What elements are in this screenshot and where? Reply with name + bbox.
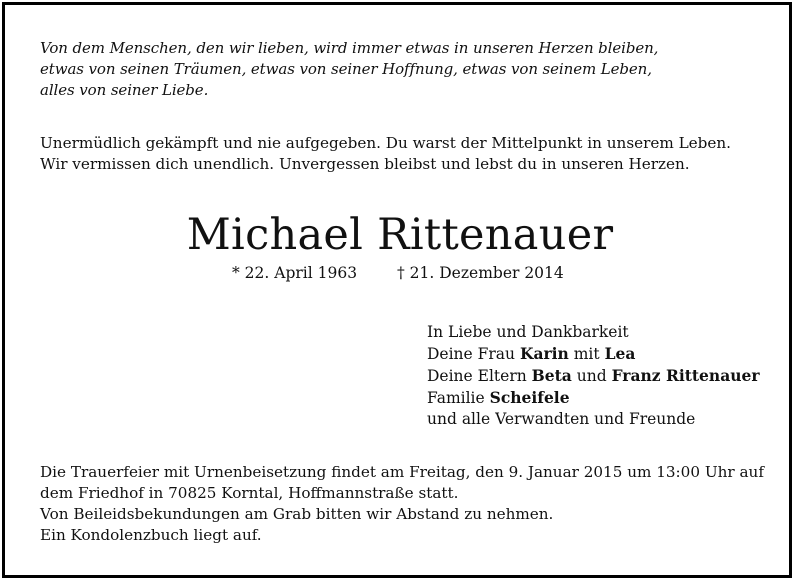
- mourner-name: Karin: [519, 344, 569, 363]
- mourner-family: [427, 387, 760, 409]
- motto-line: Von dem Menschen, den wir lieben, wird immer etwas in unseren Herzen bleiben,: [40, 39, 659, 57]
- notice-line: dem Friedhof in 70825 Korntal, Hoffmannstraße statt.: [40, 484, 459, 502]
- mourner-parents: [427, 365, 760, 387]
- deceased-name: Michael Rittenauer: [186, 210, 614, 260]
- motto-line: etwas von seinen Träumen, etwas von seiner Hoffnung, etwas von seinem Leben,: [40, 60, 652, 78]
- motto-quote: [40, 38, 658, 101]
- mourner-prefix: Familie: [427, 389, 490, 407]
- intro-line: Wir vermissen dich unendlich. Unvergessen bleibst und lebst du in unseren Herzen.: [40, 155, 690, 173]
- death-date: † 21. Dezember 2014: [397, 264, 564, 282]
- mourner-connector: und: [571, 367, 612, 385]
- funeral-notice: [40, 462, 764, 546]
- mourner-wife: [427, 343, 760, 365]
- motto-line: alles von seiner Liebe.: [40, 81, 209, 99]
- mourner-others: und alle Verwandten und Freunde: [427, 410, 696, 428]
- intro-line: Unermüdlich gekämpft und nie aufgegeben. Du warst der Mittelpunkt in unserem Leben.: [40, 134, 731, 152]
- mourners-heading: In Liebe und Dankbarkeit: [427, 323, 629, 341]
- birth-date: * 22. April 1963: [232, 264, 358, 282]
- mourners-list: [427, 322, 760, 430]
- mourner-prefix: Deine Frau: [427, 345, 520, 363]
- mourner-connector: mit: [568, 345, 605, 363]
- notice-line: Die Trauerfeier mit Urnenbeisetzung findet am Freitag, den 9. Januar 2015 um 13:00 Uhr auf: [40, 463, 764, 481]
- mourner-name: Franz Rittenauer: [611, 366, 760, 385]
- mourner-name: Beta: [531, 366, 572, 385]
- mourner-prefix: Deine Eltern: [427, 367, 532, 385]
- mourner-name: Lea: [604, 344, 636, 363]
- intro-text: [40, 133, 731, 175]
- notice-line: Von Beileidsbekundungen am Grab bitten wir Abstand zu nehmen.: [40, 505, 554, 523]
- notice-line: Ein Kondolenzbuch liegt auf.: [40, 526, 262, 544]
- mourner-name: Scheifele: [489, 388, 570, 407]
